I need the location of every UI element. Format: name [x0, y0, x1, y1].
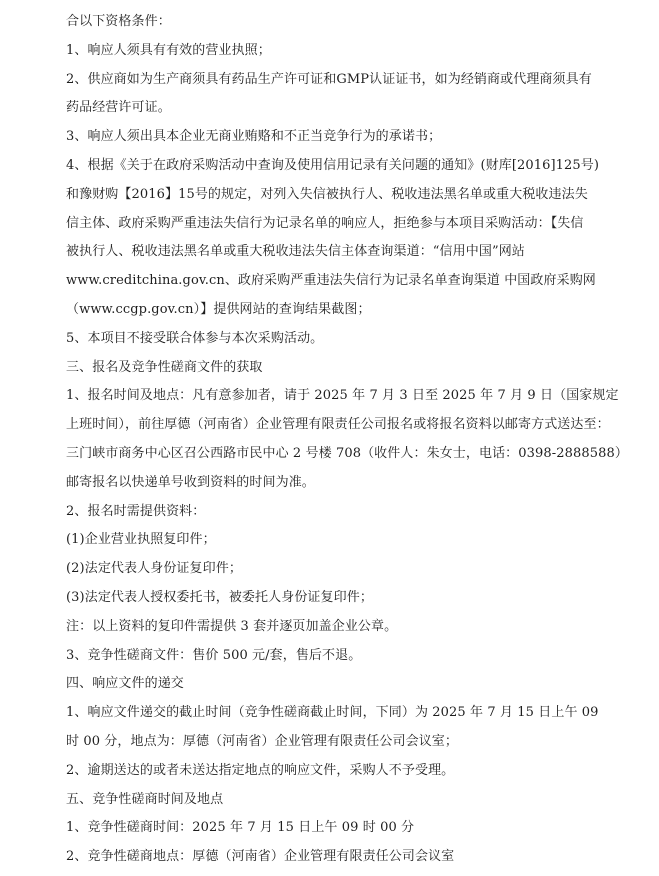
text-line-req-3: 3、响应人须出具本企业无商业贿赂和不正当竞争行为的承诺书；: [66, 129, 442, 145]
text-line-reg-1c: 三门峡市商务中心区召公西路市民中心 2 号楼 708（收件人：朱女士，电话：0398-2888588）: [66, 446, 628, 461]
text-line-req-2a: 2、供应商如为生产商须具有药品生产许可证和GMP认证证书，如为经销商或代理商须具有: [66, 71, 592, 87]
text-line-conditions-intro: 合以下资格条件：: [66, 14, 171, 29]
text-line-reg-item-3: (3)法定代表人授权委托书，被委托人身份证复印件；: [66, 590, 373, 605]
text-line-reg-note: 注：以上资料的复印件需提供 3 套并逐页加盖企业公章。: [66, 618, 398, 634]
text-line-reg-item-2: (2)法定代表人身份证复印件；: [66, 561, 242, 577]
text-line-req-4c: 信主体、政府采购严重违法失信行为记录名单的响应人，拒绝参与本项目采购活动：【失信: [66, 215, 584, 231]
text-line-req-5: 5、本项目不接受联合体参与本次采购活动。: [66, 330, 324, 346]
text-line-req-4a: 4、根据《关于在政府采购活动中查询及使用信用记录有关问题的通知》(财库[2016]125号): [66, 158, 600, 173]
text-line-sub-1a: 1、响应文件递交的截止时间（竞争性磋商截止时间，下同）为 2025 年 7 月 15 日上午 09: [66, 705, 599, 721]
text-line-reg-1d: 邮寄报名以快递单号收到资料的时间为准。: [66, 474, 315, 490]
text-line-reg-1b: 上班时间），前往厚德（河南省）企业管理有限责任公司报名或将报名资料以邮寄方式送达至：: [66, 417, 610, 433]
section-heading-consultation: 五、竞争性磋商时间及地点: [66, 791, 224, 807]
text-line-sub-1b: 时 00 分，地点为：厚德（河南省）企业管理有限责任公司会议室；: [66, 734, 459, 749]
text-line-req-1: 1、响应人须具有有效的营业执照；: [66, 42, 271, 58]
text-line-req-4e: www.creditchina.gov.cn、政府采购严重违法失信行为记录名单查询渠道 中国政府采购网: [66, 273, 596, 289]
text-line-reg-1a: 1、报名时间及地点：凡有意参加者，请于 2025 年 7 月 3 日至 2025 年 7 月 9 日（国家规定: [66, 388, 619, 404]
section-heading-submission: 四、响应文件的递交: [66, 676, 184, 692]
text-line-reg-3: 3、竞争性磋商文件：售价 500 元/套，售后不退。: [66, 647, 362, 663]
text-line-req-4d: 被执行人、税收违法黑名单或重大税收违法失信主体查询渠道：“信用中国”网站: [66, 244, 525, 260]
text-line-req-2b: 药品经营许可证。: [66, 100, 171, 116]
text-line-req-4f: （www.ccgp.gov.cn）】提供网站的查询结果截图；: [66, 302, 371, 317]
text-line-consult-2: 2、竞争性磋商地点：厚德（河南省）企业管理有限责任公司会议室: [66, 849, 455, 865]
text-line-sub-2: 2、逾期送达的或者未送达指定地点的响应文件，采购人不予受理。: [66, 762, 455, 778]
text-line-reg-item-1: (1)企业营业执照复印件；: [66, 532, 216, 548]
text-line-reg-2: 2、报名时需提供资料：: [66, 503, 206, 519]
text-line-req-4b: 和豫财购【2016】15号的规定，对列入失信被执行人、税收违法黑名单或重大税收违法失: [66, 186, 588, 202]
section-heading-registration: 三、报名及竞争性磋商文件的获取: [66, 359, 263, 375]
text-line-consult-1: 1、竞争性磋商时间：2025 年 7 月 15 日上午 09 时 00 分: [66, 820, 415, 836]
